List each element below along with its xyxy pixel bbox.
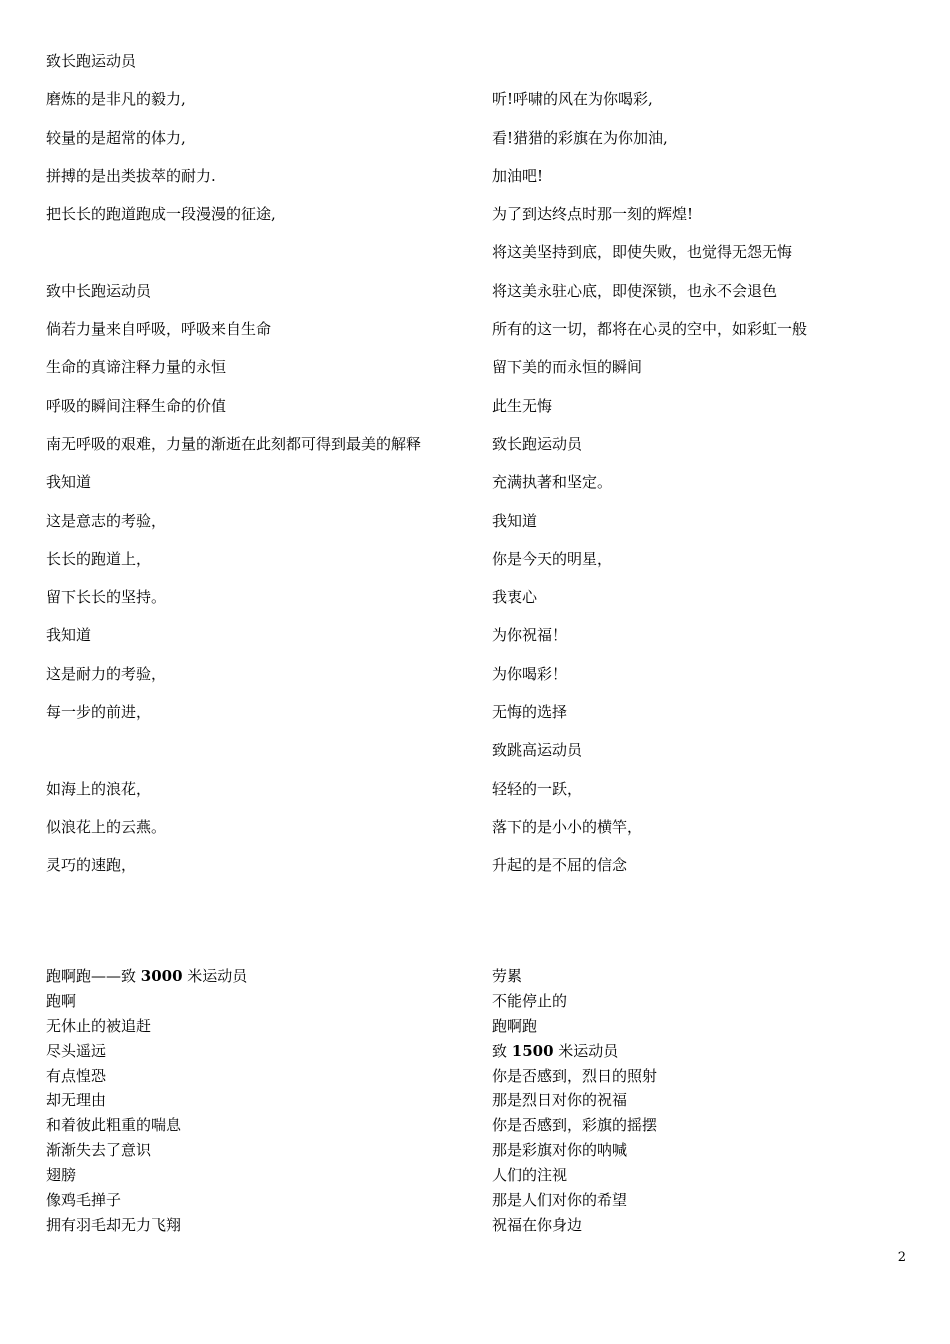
text-line [492,46,922,84]
text-line: 像鸡毛掸子 [46,1191,122,1210]
text-line: 我知道 [492,511,538,530]
title-suffix: 米运动员 [182,967,248,985]
text-line: 和着彼此粗重的喘息 [46,1116,182,1135]
text-line: 留下美的而永恒的瞬间 [492,358,643,377]
text-line: 跑啊 [46,991,77,1010]
text-line: 我知道 [46,473,92,492]
text-line: 倘若力量来自呼吸，呼吸来自生命 [46,320,272,339]
text-line: 那是彩旗对你的呐喊 [492,1141,628,1160]
text-line: 看!猎猎的彩旗在为你加油, [492,128,668,147]
text-line: 有点惶恐 [46,1066,107,1085]
text-line: 呼吸的瞬间注释生命的价值 [46,396,227,415]
title-prefix: 致 [492,1041,512,1060]
text-line: 我衷心 [492,588,538,607]
text-line: 每一步的前进， [46,703,152,722]
text-line: 升起的是不屈的信念 [492,856,628,875]
text-line: 如海上的浪花， [46,779,152,798]
text-line: 不能停止的 [492,991,568,1010]
text-line: 将这美坚持到底，即使失败，也觉得无怨无悔 [492,243,793,262]
text-line: 致长跑运动员 [492,434,583,453]
text-line: 翅膀 [46,1166,77,1185]
title-number: 3000 [140,967,183,985]
text-line: 跑啊跑 [492,1016,538,1035]
text-line: 那是烈日对你的祝福 [492,1091,628,1110]
poem-title-1500m [492,1039,922,1064]
text-line: 长长的跑道上， [46,549,152,568]
title-number: 1500 [511,1041,554,1060]
text-line: 留下长长的坚持。 [46,588,167,607]
text-line: 落下的是小小的横竿， [492,817,643,836]
text-line: 为你喝彩！ [492,664,568,683]
text-line [46,735,476,773]
text-line: 无悔的选择 [492,703,568,722]
text-line: 充满执著和坚定。 [492,473,613,492]
text-line: 渐渐失去了意识 [46,1141,152,1160]
text-line: 较量的是超常的体力, [46,128,186,147]
text-line: 劳累 [492,967,523,985]
lower-left-column [46,964,476,1238]
text-line: 致长跑运动员 [46,52,137,70]
text-line: 尽头遥远 [46,1041,107,1060]
text-line: 拥有羽毛却无力飞翔 [46,1215,182,1234]
text-line: 我知道 [46,626,92,645]
text-line: 轻轻的一跃， [492,779,583,798]
text-line: 致跳高运动员 [492,741,583,760]
text-line: 灵巧的速跑， [46,856,137,875]
text-line: 人们的注视 [492,1166,568,1185]
text-line: 把长长的跑道跑成一段漫漫的征途, [46,205,276,224]
upper-right-column [492,46,922,889]
text-line: 这是意志的考验， [46,511,167,530]
text-line: 祝福在你身边 [492,1215,583,1234]
upper-left-column [46,46,476,889]
text-line: 致中长跑运动员 [46,281,152,300]
text-line: 此生无悔 [492,396,553,415]
poem-title-3000m [46,964,476,989]
title-prefix: 跑啊跑——致 [46,967,141,985]
text-line: 拼搏的是出类拔萃的耐力. [46,166,216,185]
text-line: 似浪花上的云燕。 [46,817,167,836]
text-line: 你是否感到，彩旗的摇摆 [492,1116,658,1135]
text-line: 那是人们对你的希望 [492,1191,628,1210]
text-line: 你是否感到，烈日的照射 [492,1066,658,1085]
text-line: 无休止的被追赶 [46,1016,152,1035]
text-line: 所有的这一切，都将在心灵的空中，如彩虹一般 [492,320,808,339]
title-suffix: 米运动员 [553,1041,619,1060]
text-line: 为了到达终点时那一刻的辉煌! [492,205,694,224]
text-line: 听!呼啸的风在为你喝彩, [492,90,653,109]
text-line: 南无呼吸的艰难，力量的渐逝在此刻都可得到最美的解释 [46,434,422,453]
text-line: 生命的真谛注释力量的永恒 [46,358,227,377]
lower-right-column [492,964,922,1238]
text-line: 这是耐力的考验， [46,664,167,683]
text-line: 却无理由 [46,1091,107,1110]
text-line [46,237,476,275]
text-line: 加油吧! [492,166,544,185]
page-number: 2 [897,1250,906,1265]
text-line: 为你祝福！ [492,626,568,645]
text-line: 磨炼的是非凡的毅力, [46,90,186,109]
text-line: 将这美永驻心底，即使深锁，也永不会退色 [492,281,778,300]
text-line: 你是今天的明星， [492,549,613,568]
